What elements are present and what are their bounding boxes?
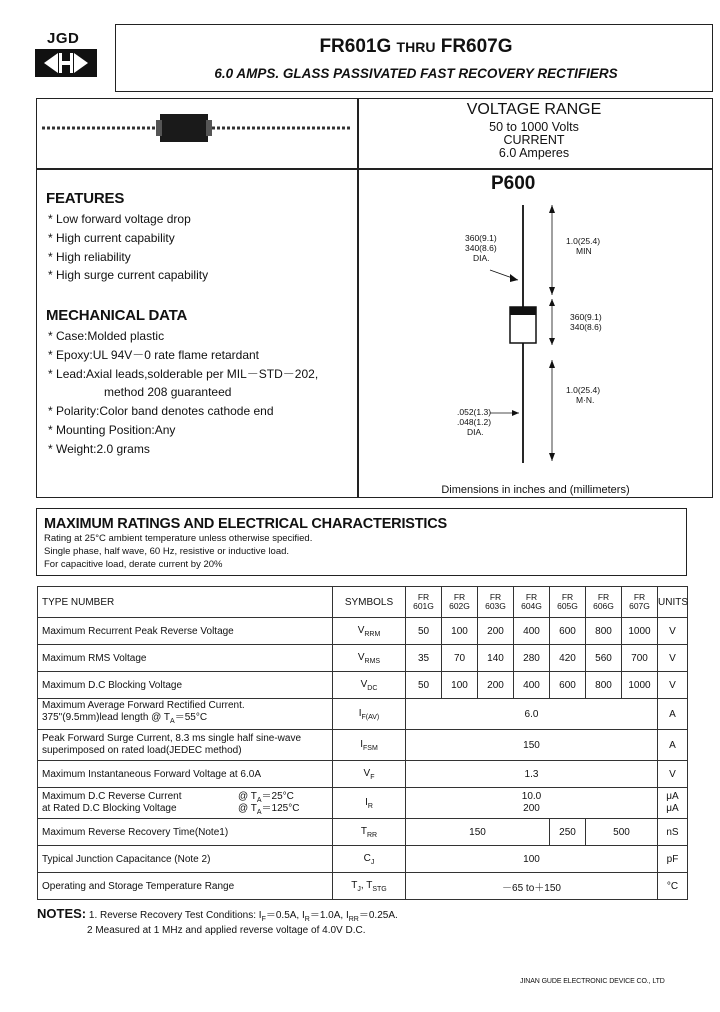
current-value: 6.0 Amperes: [498, 146, 570, 160]
table-row: Maximum D.C Blocking Voltage $V_{DC}$ 50 100 200 400 600 800 1000 V: [38, 672, 688, 699]
table-row: Maximum Average Forward Rectified Current. 375"(9.5mm)lead length @ $T_A=55^\circ C$ $I_{F(AV)}$ 6.0 A: [38, 699, 688, 730]
list-item: * Polarity:Color band denotes cathode end: [48, 404, 274, 419]
table-row: Typical Junction Capacitance (Note 2) $C_J$ 100 pF: [38, 846, 688, 873]
list-item: * High current capability: [48, 230, 175, 245]
top-lead-length-dimension: 1.0(25.4) MIN: [566, 236, 601, 256]
page-subtitle: 6.0 AMPS. GLASS PASSIVATED FAST RECOVERY RECTIFIERS: [214, 66, 618, 81]
characteristics-table: [37, 586, 688, 900]
mechanical-list: [48, 327, 318, 459]
list-item: * Epoxy:UL 94V－0 rate flame retardant: [48, 347, 260, 362]
list-item: * Low forward voltage drop: [48, 212, 191, 226]
table-header-row: [38, 587, 688, 618]
package-name: P600: [491, 173, 536, 194]
header-part: FR 607G: [622, 587, 658, 618]
list-item: * High reliability: [48, 249, 131, 264]
header-type-number: TYPE NUMBER: [38, 587, 333, 618]
table-row: Maximum Recurrent Peak Reverse Voltage $V_{RRM}$ 50 100 200 400 600 800 1000 V: [38, 618, 688, 645]
bottom-lead-length-dimension: 1.0(25.4) M·N.: [566, 385, 601, 405]
header-part: FR 605G: [550, 587, 586, 618]
ratings-note: For capacitive load, derate current by 20%: [44, 559, 223, 570]
list-item: * Lead:Axial leads,solderable per MIL－STD－202,: [48, 366, 319, 381]
wire-diameter-dimension: .052(1.3) .048(1.2) DIA.: [457, 407, 492, 437]
voltage-range-value: 50 to 1000 Volts: [489, 120, 579, 134]
features-list: [48, 210, 208, 285]
table-row: Maximum Instantaneous Forward Voltage at 6.0A $V_F$ 1.3 V: [38, 761, 688, 788]
table-row: Peak Forward Surge Current, 8.3 ms single half sine-wave superimposed on rated load(JEDEC method) $I_{FSM}$ 150 A: [38, 730, 688, 761]
note-2: 2 Measured at 1 MHz and applied reverse voltage of 4.0V D.C.: [87, 925, 366, 936]
table-row: Maximum RMS Voltage $V_{RMS}$ 35 70 140 280 420 560 700 V: [38, 645, 688, 672]
list-item: * Mounting Position:Any: [48, 422, 176, 437]
title-box: [115, 24, 713, 92]
notes: [37, 906, 398, 936]
brand-logo-icon: [34, 48, 98, 78]
table-row: Operating and Storage Temperature Range $T_J$, $T_{STG}$ －65 to＋150 °C: [38, 873, 688, 900]
table-row: Maximum Reverse Recovery Time(Note1) $T_{RR}$ 150 250 500 nS: [38, 819, 688, 846]
list-item: * High surge current capability: [48, 268, 209, 283]
header-part: FR 606G: [586, 587, 622, 618]
mechanical-heading: MECHANICAL DATA: [46, 307, 188, 324]
ratings-note: Single phase, half wave, 60 Hz, resistive or inductive load.: [44, 546, 290, 557]
body-length-dimension: 360(9.1) 340(8.6): [570, 312, 602, 332]
header-symbols: SYMBOLS: [333, 587, 406, 618]
page-title: FR601G THRU FR607G: [319, 36, 513, 57]
note-1: 1. Reverse Recovery Test Conditions: $I_F=0.5A$, $I_R=1.0A$, $I_{RR}=0.25A$.: [88, 910, 398, 923]
ratings-note: Rating at 25°C ambient temperature unless otherwise specified.: [44, 533, 313, 544]
header-units: UNITS: [658, 587, 688, 618]
list-item: method 208 guaranteed: [104, 385, 232, 400]
diode-photo: [38, 110, 356, 146]
current-label: CURRENT: [503, 133, 565, 147]
voltage-range-title: VOLTAGE RANGE: [466, 101, 602, 118]
features-heading: FEATURES: [46, 190, 125, 207]
dimensions-caption: Dimensions in inches and (millimeters): [441, 484, 630, 496]
header-part: FR 604G: [514, 587, 550, 618]
footer-company: JINAN GUDE ELECTRONIC DEVICE CO., LTD: [520, 978, 665, 985]
brand-logo-text: JGD: [47, 30, 80, 47]
list-item: * Case:Molded plastic: [48, 329, 165, 343]
header-part: FR 603G: [478, 587, 514, 618]
lead-diameter-dimension: 360(9.1) 340(8.6) DIA.: [465, 233, 497, 263]
header-part: FR 602G: [442, 587, 478, 618]
header-part: FR 601G: [406, 587, 442, 618]
ratings-heading: MAXIMUM RATINGS AND ELECTRICAL CHARACTERISTICS: [44, 516, 447, 532]
notes-label: NOTES:: [37, 906, 87, 921]
table-row: Maximum D.C Reverse Current at Rated D.C Blocking Voltage @ $T_A=25^\circ C$ @ $T_A=125^\circ C$ $I_R$ 10.0 200 μA μA: [38, 788, 688, 819]
list-item: * Weight:2.0 grams: [48, 441, 150, 456]
